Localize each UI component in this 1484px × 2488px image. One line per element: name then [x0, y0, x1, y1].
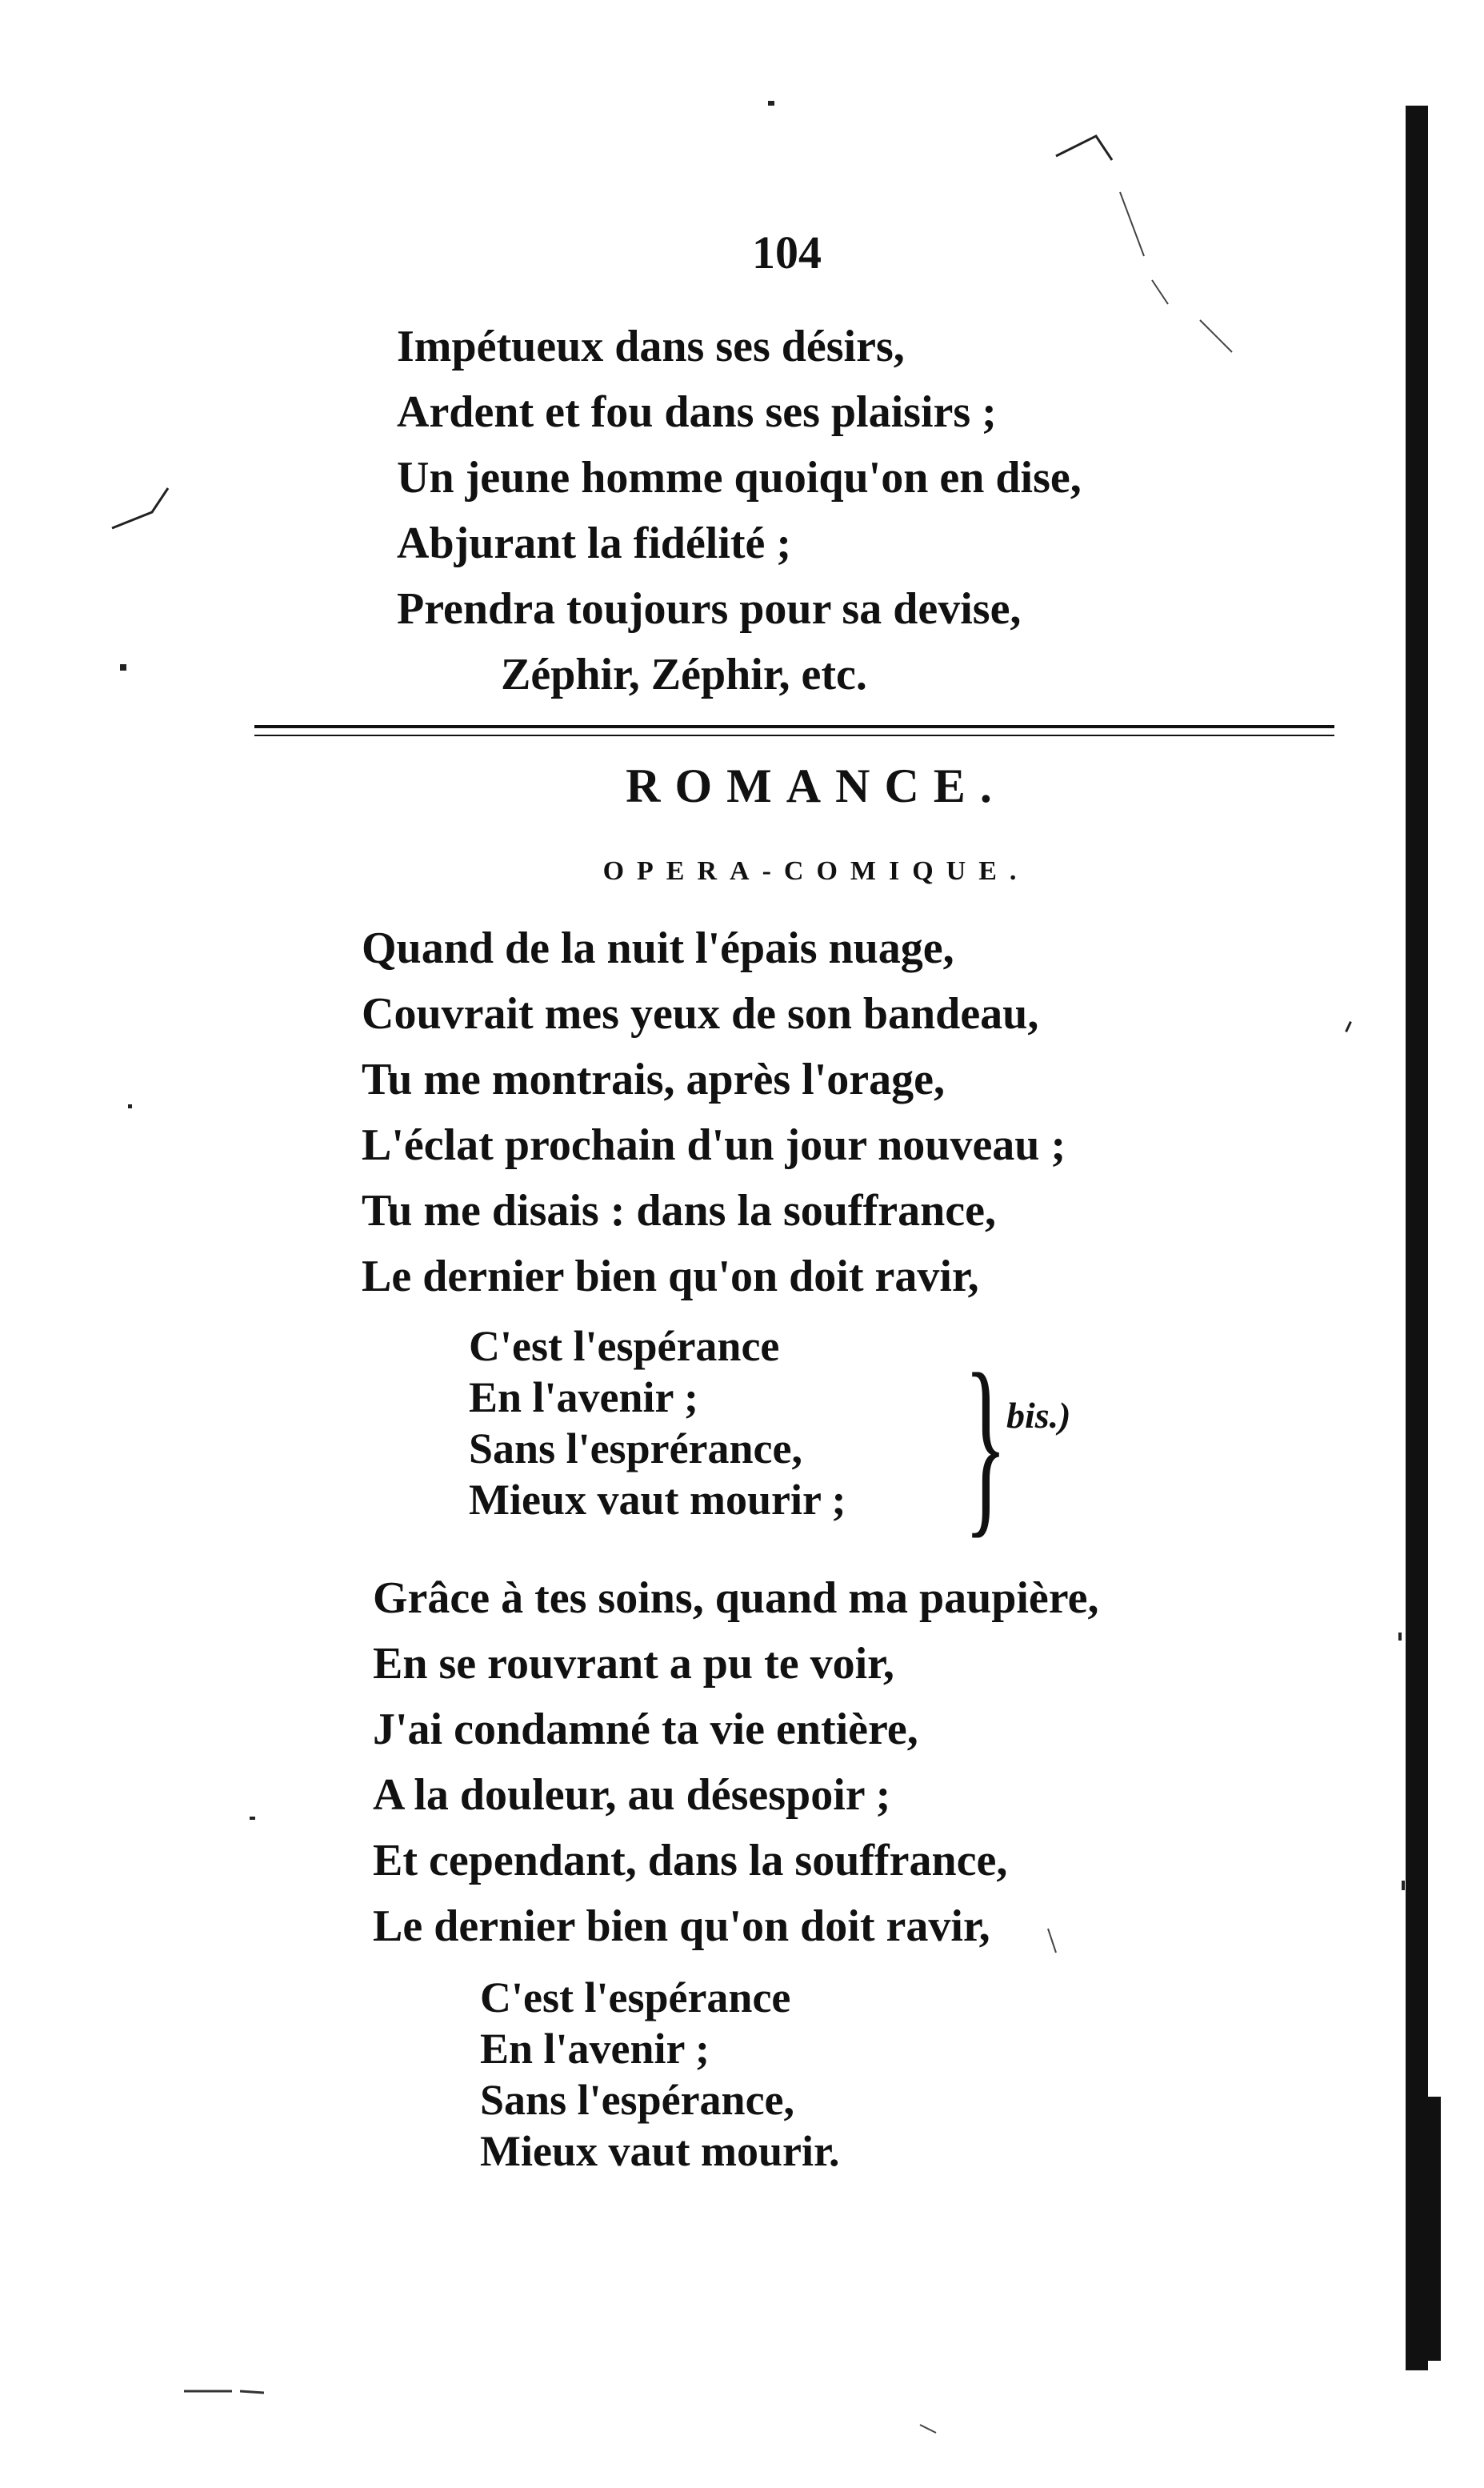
verse-line: Le dernier bien qu'on doit ravir,: [373, 1901, 990, 1951]
scan-speck: [250, 1817, 255, 1820]
curly-brace-icon: }: [964, 1333, 1007, 1555]
verse-line: L'éclat prochain d'un jour nouveau ;: [362, 1120, 1066, 1170]
scan-stroke-mark: [1056, 136, 1112, 160]
refrain-line: Mieux vaut mourir.: [480, 2127, 840, 2175]
verse-line: Le dernier bien qu'on doit ravir,: [362, 1252, 979, 1301]
verse-line: Grâce à tes soins, quand ma paupière,: [373, 1573, 1099, 1623]
scan-speck: [1398, 1633, 1402, 1641]
scan-stroke-mark: [112, 488, 168, 528]
verse-line: Abjurant la fidélité ;: [397, 519, 792, 568]
refrain-line: En l'avenir ;: [469, 1373, 699, 1421]
verse-line: Tu me disais : dans la souffrance,: [362, 1186, 996, 1236]
refrain-line: C'est l'espérance: [469, 1322, 780, 1370]
verse-line: Un jeune homme quoiqu'on en dise,: [397, 453, 1082, 503]
song-title: ROMANCE.: [626, 759, 1006, 812]
verse-line: Impétueux dans ses désirs,: [397, 322, 905, 371]
verse-line: En se rouvrant a pu te voir,: [373, 1639, 894, 1689]
scan-speck: [1402, 1881, 1405, 1890]
refrain-line: C'est l'espérance: [480, 1973, 791, 2021]
verse-line: Quand de la nuit l'épais nuage,: [362, 923, 954, 973]
verse-line: Prendra toujours pour sa devise,: [397, 584, 1022, 634]
verse-line: Et cependant, dans la souffrance,: [373, 1836, 1008, 1885]
refrain-line: Sans l'esprérance,: [469, 1424, 802, 1472]
verse-line: J'ai condamné ta vie entière,: [373, 1705, 918, 1754]
scan-speck: [120, 664, 126, 671]
scan-stroke-mark: [184, 2391, 264, 2393]
refrain-line: Mieux vaut mourir ;: [469, 1476, 846, 1524]
verse-line: Ardent et fou dans ses plaisirs ;: [397, 387, 997, 437]
scan-speck: [768, 101, 774, 106]
scan-stroke-mark: [920, 1929, 1056, 2433]
scan-speck: [128, 1104, 132, 1108]
refrain-line: En l'avenir ;: [480, 2025, 710, 2073]
repeat-mark: bis.): [1006, 1395, 1071, 1436]
refrain-line: Sans l'espérance,: [480, 2076, 795, 2124]
scan-stroke-mark: [1120, 192, 1232, 352]
page-number: 104: [752, 226, 822, 278]
verse-line: A la douleur, au désespoir ;: [373, 1770, 891, 1820]
verse-line: Couvrait mes yeux de son bandeau,: [362, 989, 1039, 1039]
refrain-line: Zéphir, Zéphir, etc.: [501, 650, 867, 699]
song-subtitle: OPERA-COMIQUE.: [602, 856, 1030, 886]
verse-line: Tu me montrais, après l'orage,: [362, 1055, 945, 1104]
